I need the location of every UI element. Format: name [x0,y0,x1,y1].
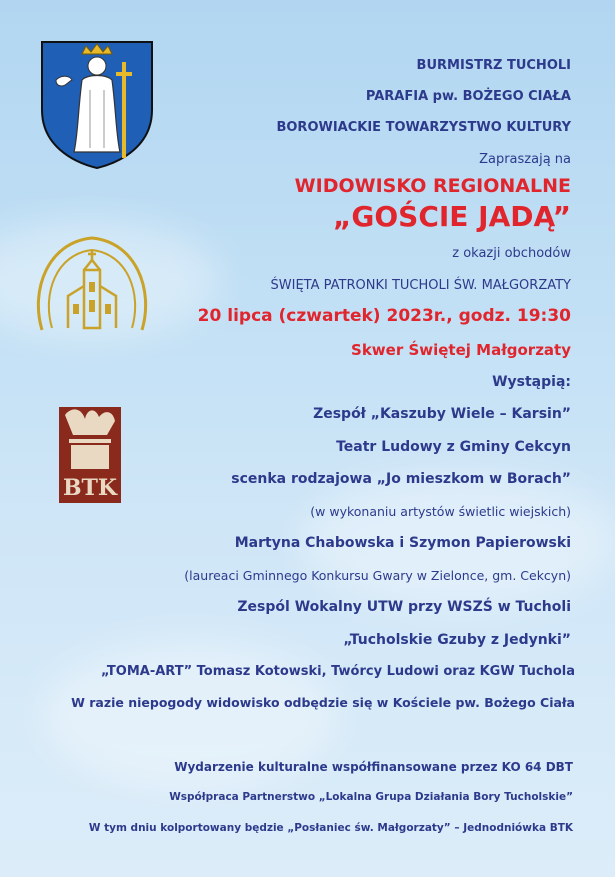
performer-line: „Tucholskie Gzuby z Jedynki” [343,632,571,648]
occasion-intro: z okazji obchodów [452,246,571,261]
performer-line: Zespól Wokalny UTW przy WSZŚ w Tucholi [237,599,571,615]
rain-note: W razie niepogody widowisko odbędzie się w Kościele pw. Bożego Ciała [71,695,575,710]
organizer-2: PARAFIA pw. BOŻEGO CIAŁA [365,89,571,104]
performer-line: scenka rodzajowa „Jo mieszkom w Borach” [231,471,571,487]
parish-church-logo [28,230,156,342]
footer-line: W tym dniu kolportowany będzie „Posłaniec św. Małgorzaty” – Jednodniówka BTK [88,822,573,834]
occasion: ŚWIĘTA PATRONKI TUCHOLI ŚW. MAŁGORZATY [270,278,571,293]
performer-line: Zespół „Kaszuby Wiele – Karsin” [313,406,571,422]
event-type: WIDOWISKO REGIONALNE [294,175,571,197]
btk-logo [55,405,125,505]
performer-line: Martyna Chabowska i Szymon Papierowski [234,535,571,551]
btk-logo-text: BTK [62,475,118,501]
performer-line: (w wykonaniu artystów świetlic wiejskich) [310,504,571,519]
event-title: „GOŚCIE JADĄ” [332,200,571,233]
event-date: 20 lipca (czwartek) 2023r., godz. 19:30 [197,306,571,326]
invite-text: Zapraszają na [479,152,571,167]
organizer-3: BOROWIACKIE TOWARZYSTWO KULTURY [276,120,571,135]
organizer-1: BURMISTRZ TUCHOLI [416,58,571,73]
performer-line: „TOMA-ART” Tomasz Kotowski, Twórcy Ludowi oraz KGW Tuchola [101,664,575,679]
performer-line: Teatr Ludowy z Gminy Cekcyn [336,439,571,455]
tuchola-coat-of-arms-logo [38,40,156,170]
footer-line: Wydarzenie kulturalne współfinansowane przez KO 64 DBT [174,760,573,774]
event-place: Skwer Świętej Małgorzaty [351,341,571,359]
performer-line: (laureaci Gminnego Konkursu Gwary w Zielonce, gm. Cekcyn) [184,568,571,583]
footer-line: Współpraca Partnerstwo „Lokalna Grupa Działania Bory Tucholskie” [169,791,573,803]
performers-heading: Wystąpią: [492,374,571,390]
